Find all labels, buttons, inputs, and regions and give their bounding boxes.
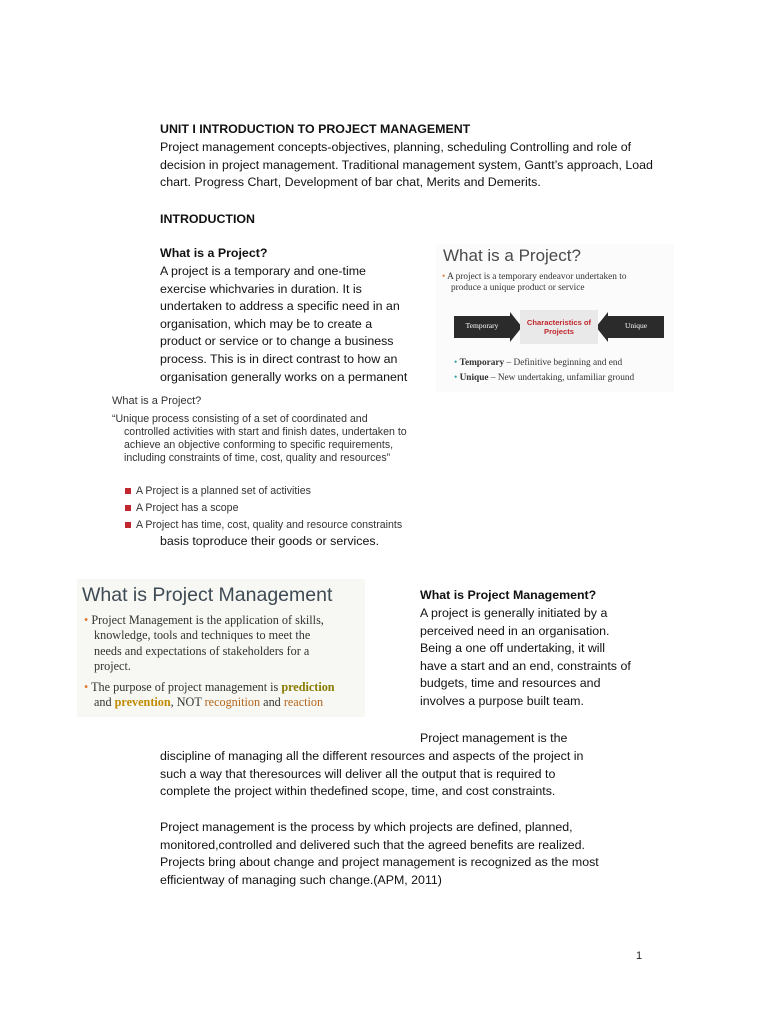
project-definition-figure [112, 392, 415, 538]
pm-paragraph [420, 605, 631, 711]
pm-def-line: such a way that theresources will deliver all the output that is required to [160, 766, 556, 781]
figure2-bullet: A Project has time, cost, quality and resource constraints [136, 519, 403, 531]
bullet-dot-icon: • [84, 613, 89, 627]
b1-line: needs and expectations of stakeholders for a [94, 643, 310, 658]
b1-line: Project Management is the application of skills, [91, 613, 324, 627]
figure2-bullet: A Project is a planned set of activities [136, 485, 311, 497]
characteristics-box [520, 310, 598, 344]
pm-heading: What is Project Management? [420, 588, 597, 602]
pm-def-start: Project management is the [420, 731, 568, 745]
pm-line: A project is generally initiated by a [420, 606, 608, 620]
b2-and: and [94, 695, 115, 710]
project-line: organisation generally works on a permanent [160, 369, 408, 384]
bullet-dot-icon: • [442, 272, 446, 282]
bullet-square-icon [125, 488, 131, 494]
pm-line: have a start and an end, constraints of [420, 658, 631, 673]
bullet-dot-icon: • [84, 680, 89, 694]
bullet-dot-icon: • [454, 373, 458, 383]
item-term: Temporary [459, 358, 505, 368]
word-recognition: recognition [204, 695, 261, 710]
intro-line: decision in project management. Traditional management system, Gantt’s approach, Load [160, 157, 653, 172]
b1-line: project. [94, 658, 131, 673]
b2-pre: The purpose of project management is [91, 680, 282, 694]
project-characteristics-figure [436, 244, 674, 392]
word-reaction: reaction [283, 695, 324, 710]
bullet-square-icon [125, 505, 131, 511]
project-line: organisation, which may be to create a [160, 316, 373, 331]
figure2-bullet: A Project has a scope [136, 502, 239, 514]
b2-not: , NOT [170, 695, 205, 710]
project-heading: What is a Project? [160, 246, 268, 260]
item-def: – New undertaking, unfamiliar ground [488, 373, 635, 383]
quote-line: including constraints of time, cost, quality and resources” [124, 452, 391, 464]
intro-line: chart. Progress Chart, Development of bar chat, Merits and Demerits. [160, 175, 541, 190]
project-tail-line: basis toproduce their goods or services. [160, 534, 380, 548]
figure1-bullet [442, 272, 672, 294]
unit-heading: UNIT I INTRODUCTION TO PROJECT MANAGEMENT [160, 122, 471, 136]
figure1-item [454, 373, 672, 384]
pm-line: Being a one off undertaking, it will [420, 641, 606, 656]
word-prevention: prevention [114, 695, 171, 710]
figure3-bullet1 [84, 613, 364, 674]
pm-process-line: Projects bring about change and project management is recognized as the most [160, 855, 599, 870]
page-number: 1 [636, 950, 643, 962]
pm-line: perceived need in an organisation. [420, 623, 610, 638]
figure2-quote [112, 413, 407, 465]
figure1-bullet-text-cont: produce a unique product or service [451, 283, 585, 293]
figure2-title: What is a Project? [112, 395, 202, 407]
figure1-title: What is a Project? [443, 246, 581, 265]
project-line: process. This is in direct contrast to how an [160, 351, 398, 366]
pm-process-line: monitored,controlled and delivered such that the agreed benefits are realized. [160, 837, 585, 852]
figure1-item [454, 358, 672, 369]
project-line: A project is a temporary and one-time [160, 264, 366, 278]
quote-line: achieve an objective conforming to specific requirements, [124, 439, 394, 451]
project-line: exercise whichvaries in duration. It is [160, 281, 362, 296]
characteristics-label: Characteristics of Projects [526, 318, 592, 336]
project-paragraph [160, 263, 407, 386]
pm-definition-paragraph [160, 748, 583, 801]
bullet-dot-icon: • [454, 358, 458, 368]
quote-line: controlled activities with start and finish dates, undertaken to [124, 426, 407, 438]
word-prediction: prediction [281, 680, 335, 694]
unique-label: Unique [624, 321, 648, 330]
quote-line: “Unique process consisting of a set of coordinated and [112, 413, 368, 425]
project-line: undertaken to address a specific need in an [160, 299, 400, 314]
b1-line: knowledge, tools and techniques to meet the [94, 628, 311, 643]
pm-process-paragraph [160, 819, 599, 889]
bullet-square-icon [125, 522, 131, 528]
figure3-title: What is Project Management [82, 584, 333, 606]
intro-line: Project management concepts-objectives, planning, scheduling Controlling and role of [160, 140, 632, 154]
pm-def-line: complete the project within thedefined scope, time, and cost constraints. [160, 784, 556, 799]
pm-process-line: efficientway of managing such change.(APM, 2011) [160, 872, 442, 887]
item-term: Unique [459, 373, 489, 383]
item-def: – Definitive beginning and end [504, 358, 623, 368]
introduction-heading: INTRODUCTION [160, 212, 255, 226]
figure1-items [454, 358, 672, 384]
project-management-figure [77, 579, 365, 717]
project-line: product or service or to change a business [160, 334, 394, 349]
temporary-label: Temporary [465, 321, 499, 330]
intro-paragraph [160, 139, 653, 192]
figure1-bullet-text: A project is a temporary endeavor undertaken to [447, 272, 627, 282]
pm-def-line: discipline of managing all the different resources and aspects of the project in [160, 749, 584, 763]
figure3-bullet2 [84, 680, 364, 711]
pm-process-line: Project management is the process by which projects are defined, planned, [160, 820, 573, 834]
pm-line: involves a purpose built team. [420, 693, 584, 708]
b2-and2: and [260, 695, 284, 710]
pm-line: budgets, time and resources and [420, 676, 601, 691]
